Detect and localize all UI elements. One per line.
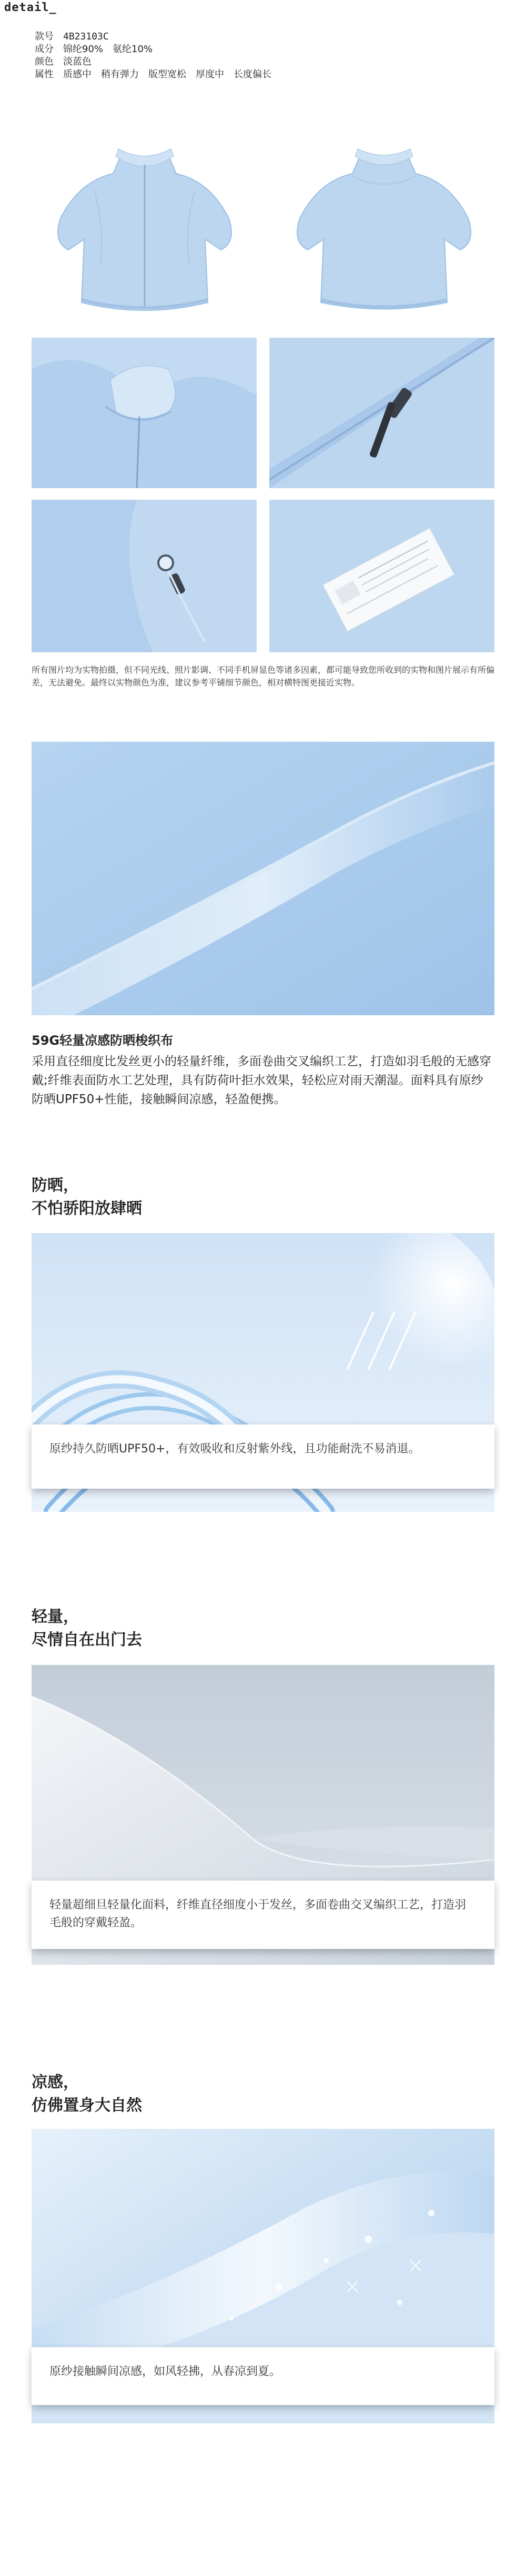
drawstring-detail-image: [32, 500, 257, 652]
spec-code-value: 4B23103C: [63, 31, 109, 42]
collar-detail-image: [32, 338, 257, 488]
label-tag-detail-image: [269, 500, 494, 652]
section-cool-title: [32, 2071, 142, 2117]
spec-attr-value: 稍有弹力: [101, 69, 139, 80]
section-light-title-line1: 轻量，: [32, 1608, 79, 1626]
spec-composition-value: 锦纶90%: [63, 44, 104, 55]
product-back-image: [274, 145, 494, 324]
spec-color-label: 颜色: [35, 56, 54, 67]
spec-composition-row: [35, 43, 162, 56]
section-sun-title: [32, 1174, 142, 1220]
spec-attr-value: 质感中: [63, 69, 92, 80]
fabric-description: 采用直径细度比发丝更小的轻量纤维，多面卷曲交叉编织工艺，打造如羽毛般的无感穿戴;纤维表面防水工艺处理，具有防荷叶拒水效果，轻松应对雨天潮湿。面料具有原纱防晒UPF50+性能，接触瞬间凉感，轻盈便携。: [32, 1055, 491, 1106]
spec-attr-value: 长度偏长: [234, 69, 271, 80]
section-sun-caption: 原纱持久防晒UPF50+，有效吸收和反射紫外线，且功能耐洗不易消退。: [32, 1425, 494, 1489]
spec-attr-label: 属性: [35, 69, 54, 80]
section-light-title-line2: 尽情自在出门去: [32, 1631, 142, 1649]
spec-attr-value: 版型宽松: [148, 69, 186, 80]
section-cool-caption: 原纱接触瞬间凉感，如风轻拂，从春凉到夏。: [32, 2347, 494, 2405]
photo-disclaimer: 所有图片均为实物拍摄，但不同光线、照片影调、不同手机屏显色等诸多因素，都可能导致您所收到的实物和图片展示有所偏差，无法避免。最终以实物颜色为准，建议参考平铺细节颜色，相对横特图更接近实物。: [32, 665, 495, 688]
section-light-title: [32, 1605, 142, 1652]
page-title: detail_: [4, 1, 57, 14]
fabric-image: [32, 742, 494, 1015]
spec-composition-value: 氨纶10%: [113, 44, 153, 55]
fabric-title: 59G轻量凉感防晒梭织布: [32, 1033, 174, 1048]
section-light-caption: 轻量超细旦轻量化面料，纤维直径细度小于发丝，多面卷曲交叉编织工艺，打造羽毛般的穿戴轻盈。: [32, 1881, 494, 1949]
section-sun-title-line2: 不怕骄阳放肆晒: [32, 1199, 142, 1218]
spec-attr-row: [35, 68, 281, 81]
spec-code-label: 款号: [35, 31, 54, 42]
section-cool-title-line2: 仿佛置身大自然: [32, 2096, 142, 2115]
spec-color-row: [35, 56, 101, 68]
zipper-detail-image: [269, 338, 494, 488]
spec-color-value: 淡蓝色: [63, 56, 92, 67]
section-sun-title-line1: 防晒，: [32, 1176, 79, 1195]
spec-composition-label: 成分: [35, 44, 54, 55]
product-front-image: [32, 145, 258, 324]
section-cool-title-line1: 凉感，: [32, 2073, 79, 2092]
spec-code-row: [35, 31, 118, 43]
spec-attr-value: 厚度中: [196, 69, 224, 80]
